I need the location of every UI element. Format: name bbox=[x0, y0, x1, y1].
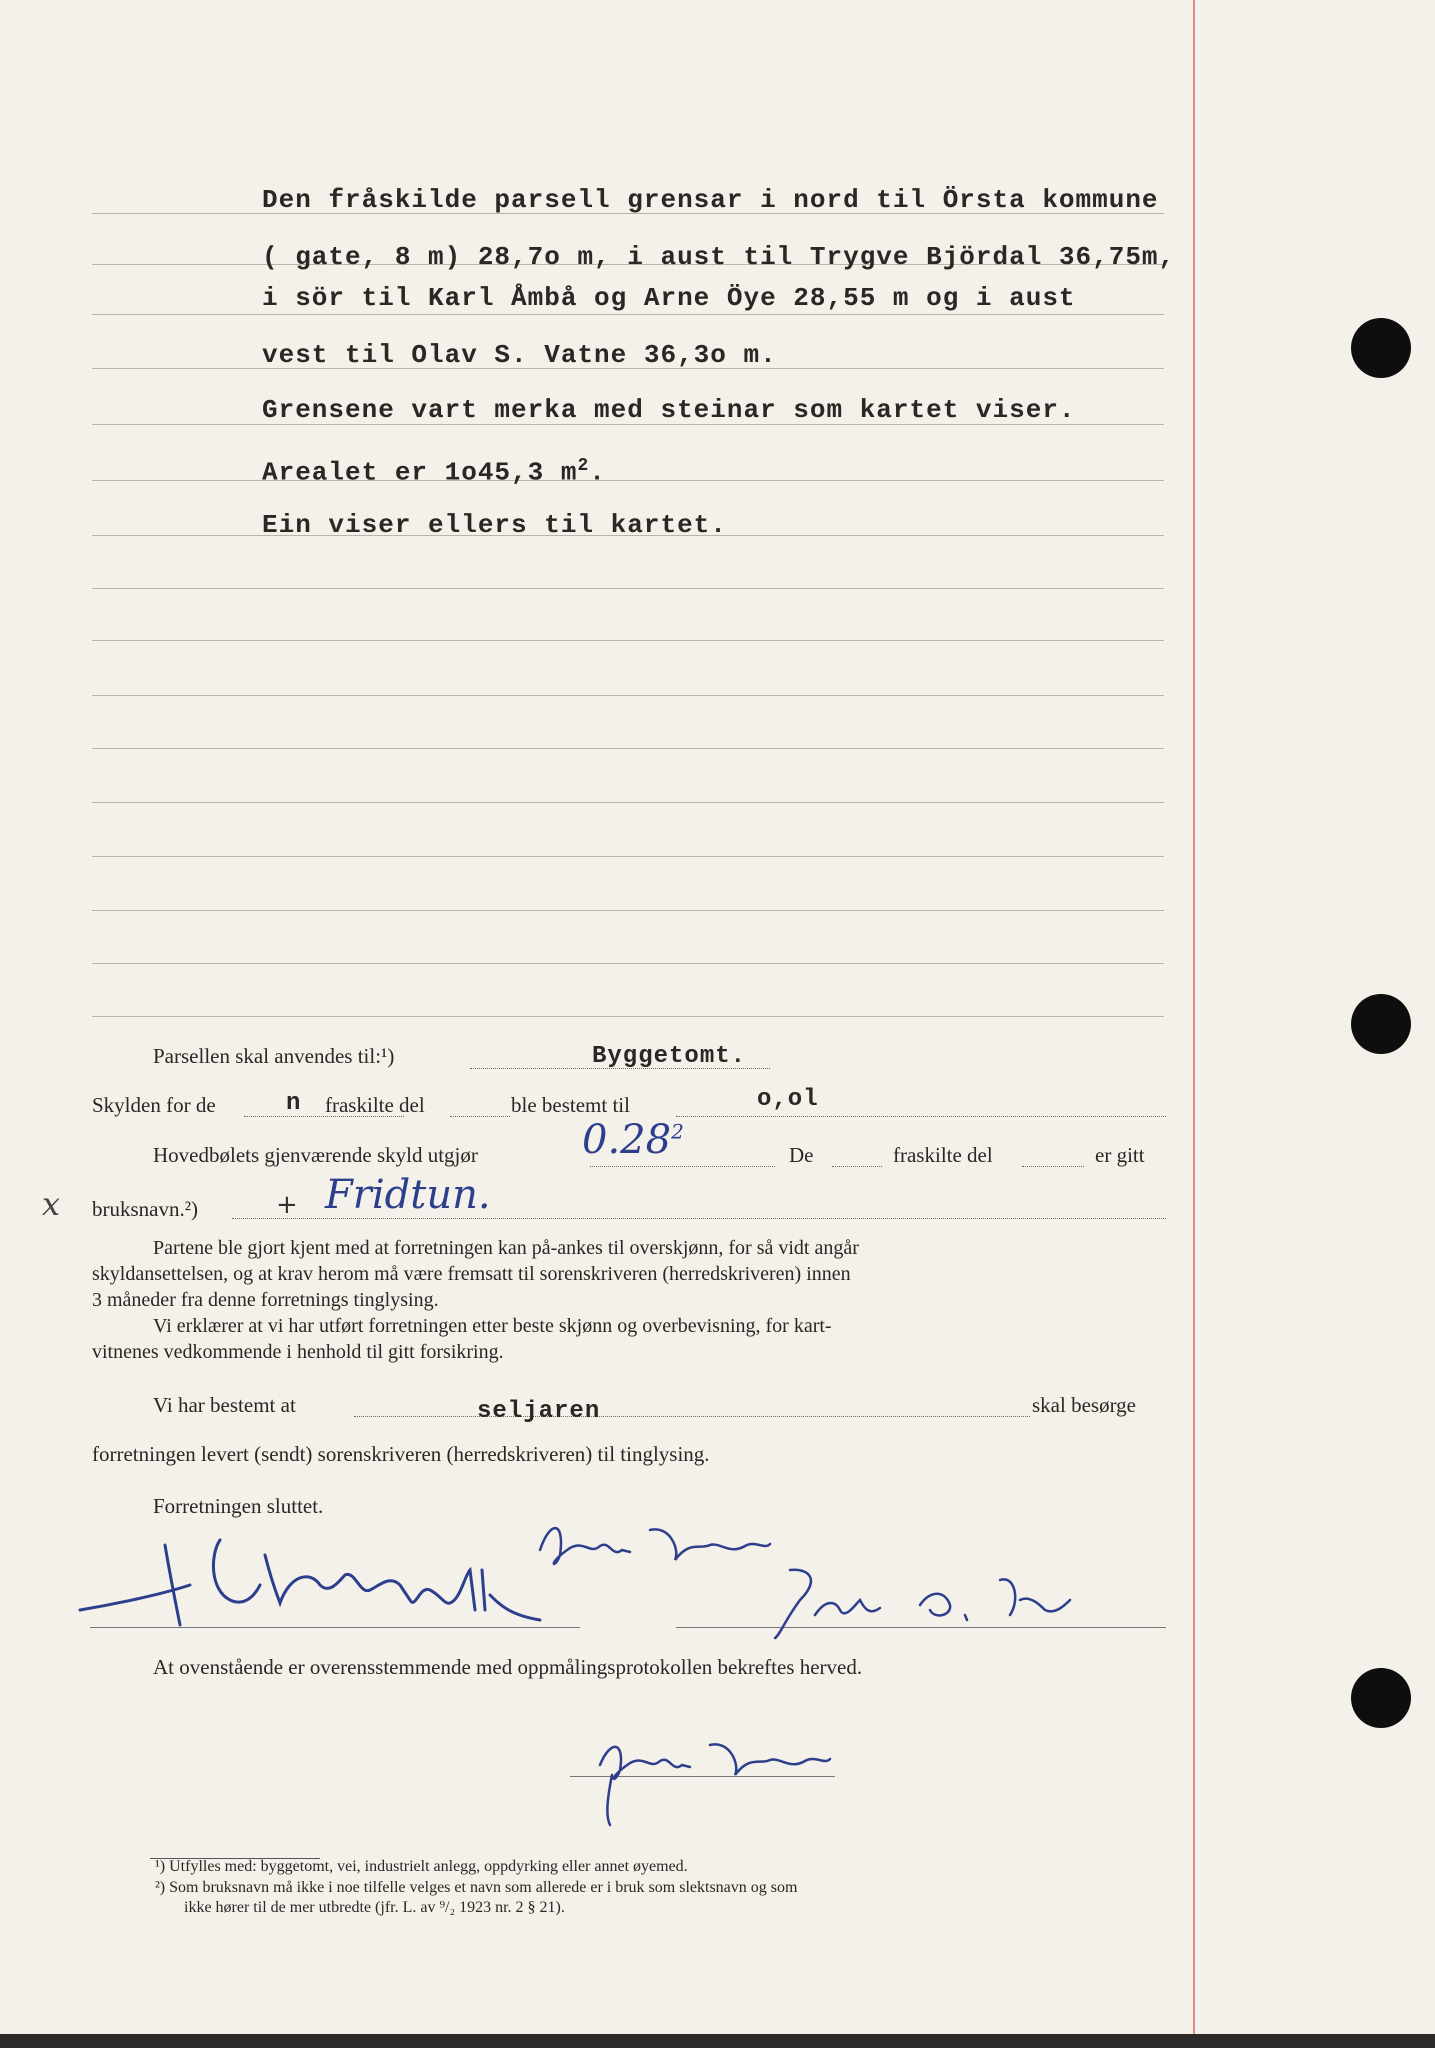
bestemt-dotted-line bbox=[354, 1416, 1030, 1417]
hoved-label: Hovedbølets gjenværende skyld utgjør bbox=[153, 1143, 478, 1167]
skyld-dotted-line-2 bbox=[450, 1116, 510, 1117]
ruled-line bbox=[92, 640, 1164, 641]
area-superscript: 2 bbox=[577, 456, 590, 476]
plus-mark: + bbox=[276, 1190, 298, 1220]
signature-1 bbox=[530, 1510, 780, 1580]
ruled-line bbox=[92, 802, 1164, 803]
description-line-4: vest til Olav S. Vatne 36,3o m. bbox=[262, 340, 777, 370]
signature-3 bbox=[770, 1560, 1090, 1640]
footnote-2: ²) Som bruksnavn må ikke i noe tilfelle velges et navn som allerede er i bruk som slektsnavn og som bbox=[155, 1879, 798, 1896]
ruled-line bbox=[92, 480, 1164, 481]
signature-4 bbox=[590, 1725, 840, 1835]
hoved-fraskilte: fraskilte del bbox=[893, 1143, 993, 1167]
para1-line-2: skyldansettelsen, og at krav herom må være fremsatt til sorenskriveren (herredskriveren) innen bbox=[92, 1263, 851, 1285]
signature-2 bbox=[70, 1515, 540, 1635]
use-label: Parsellen skal anvendes til:¹) bbox=[153, 1044, 395, 1068]
description-line-2: ( gate, 8 m) 28,7o m, i aust til Trygve Björdal 36,75m, bbox=[262, 242, 1176, 272]
para1-line-1: Partene ble gjort kjent med at forretningen kan på-ankes til overskjønn, for så vidt angår bbox=[153, 1237, 859, 1259]
levert-text: forretningen levert (sendt) sorenskriveren (herredskriveren) til tinglysing. bbox=[92, 1442, 710, 1466]
bestemt-tail: skal besørge bbox=[1032, 1393, 1137, 1417]
para2-line-1: Vi erklærer at vi har utført forretningen etter beste skjønn og overbevisning, for kart- bbox=[153, 1315, 832, 1337]
use-value: Byggetomt. bbox=[592, 1043, 747, 1070]
bruksnavn-dotted-line bbox=[232, 1218, 1166, 1219]
skyld-label-2: fraskilte del bbox=[325, 1093, 425, 1117]
hoved-value: 0.28$^2$ bbox=[582, 1117, 684, 1163]
skyld-n: n bbox=[286, 1090, 302, 1117]
ruled-line bbox=[92, 748, 1164, 749]
ruled-line bbox=[92, 1016, 1164, 1017]
description-line-7: Ein viser ellers til kartet. bbox=[262, 510, 727, 540]
skyld-dotted-line-3 bbox=[676, 1116, 1166, 1117]
skyld-label-1: Skylden for de bbox=[92, 1093, 216, 1117]
skyld-label-3: ble bestemt til bbox=[511, 1093, 630, 1117]
binder-hole bbox=[1351, 318, 1411, 378]
bestemt-label: Vi har bestemt at bbox=[153, 1393, 296, 1417]
para1-line-3: 3 måneder fra denne forretnings tinglysing. bbox=[92, 1289, 439, 1311]
confirm-text: At ovenstående er overensstemmende med oppmålingsprotokollen bekreftes herved. bbox=[153, 1655, 863, 1679]
para2-line-2: vitnenes vedkommende i henhold til gitt forsikring. bbox=[92, 1341, 504, 1363]
footnote-1: ¹) Utfylles med: byggetomt, vei, industrielt anlegg, oppdyrking eller annet øyemed. bbox=[155, 1858, 688, 1875]
hoved-dotted-line bbox=[590, 1166, 775, 1167]
ruled-line bbox=[92, 963, 1164, 964]
hoved-er-gitt: er gitt bbox=[1095, 1143, 1145, 1167]
bestemt-value: seljaren bbox=[477, 1398, 601, 1425]
binder-hole bbox=[1351, 994, 1411, 1054]
ruled-line bbox=[92, 588, 1164, 589]
margin-rule bbox=[1193, 0, 1195, 2034]
bruksnavn-value: Fridtun. bbox=[325, 1172, 491, 1218]
description-line-5: Grensene vart merka med steinar som kartet viser. bbox=[262, 395, 1076, 425]
margin-x-mark: x bbox=[42, 1185, 61, 1223]
hoved-de: De bbox=[789, 1143, 814, 1167]
ruled-line bbox=[92, 695, 1164, 696]
ruled-line bbox=[92, 910, 1164, 911]
description-line-1: Den fråskilde parsell grensar i nord til Örsta kommune bbox=[262, 185, 1159, 215]
description-line-3: i sör til Karl Åmbå og Arne Öye 28,55 m og i aust bbox=[262, 283, 1076, 313]
sluttet-text: Forretningen sluttet. bbox=[153, 1494, 324, 1518]
hoved-dotted-line-2 bbox=[832, 1166, 882, 1167]
hoved-dotted-line-3 bbox=[1022, 1166, 1084, 1167]
skyld-value: o,ol bbox=[757, 1086, 819, 1113]
description-line-6: Arealet er 1o45,3 $m^2$. bbox=[262, 456, 606, 488]
binder-hole bbox=[1351, 1668, 1411, 1728]
bruksnavn-label: bruksnavn.²) bbox=[92, 1197, 199, 1221]
ruled-line bbox=[92, 314, 1164, 315]
footnote-3: ikke hører til de mer utbredte (jfr. L. av ⁹/₂ 1923 nr. 2 § 21). bbox=[184, 1899, 565, 1916]
ruled-line bbox=[92, 856, 1164, 857]
area-text: Arealet er 1o45,3 m bbox=[262, 457, 578, 488]
